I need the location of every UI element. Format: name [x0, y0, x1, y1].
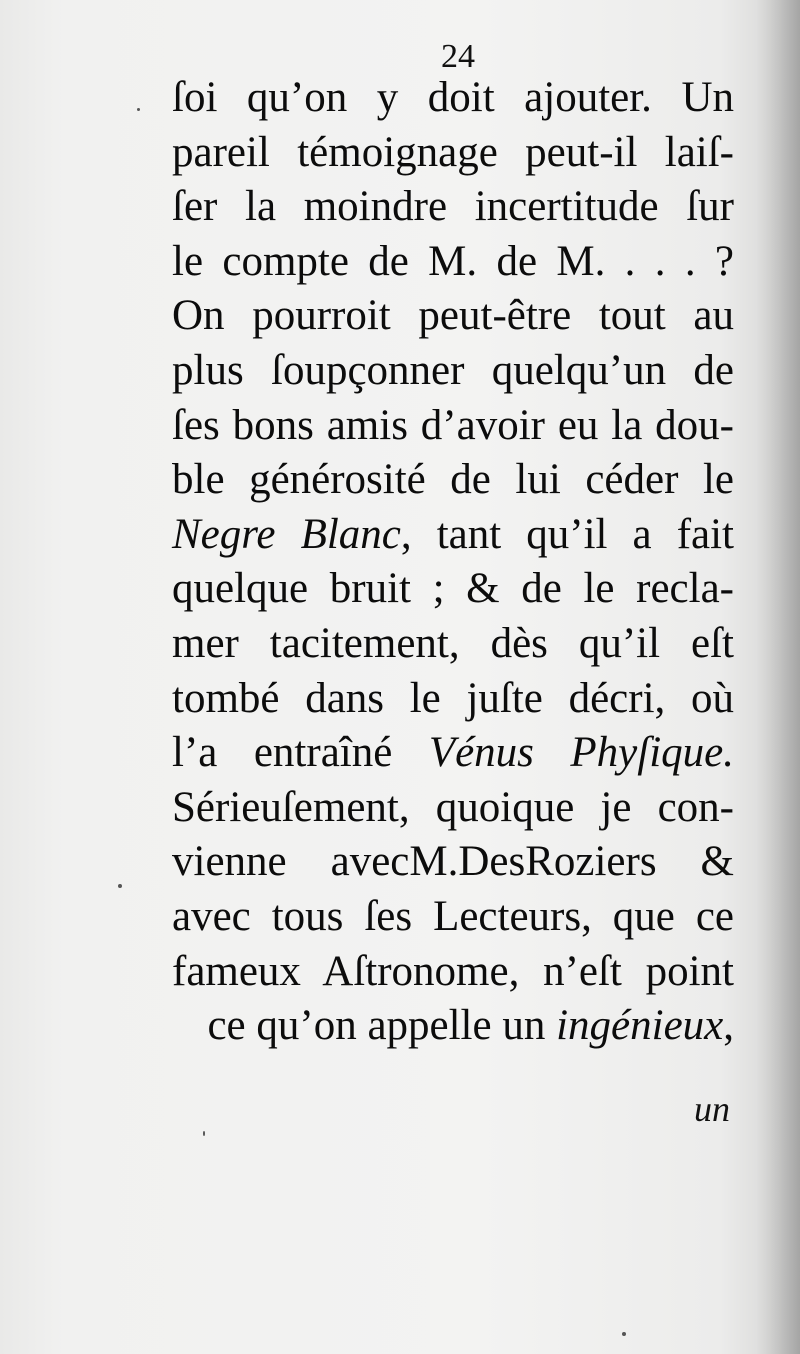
text-line	[172, 672, 734, 727]
text-line	[172, 235, 734, 290]
text-run: ſes bons amis d’avoir eu la dou-	[172, 401, 734, 449]
text-line	[172, 562, 734, 617]
text-run: pareil témoignage peut-il laiſ-	[172, 128, 734, 176]
text-run: mer tacitement, dès qu’il eſt	[172, 619, 734, 667]
italic-text: Negre Blanc	[172, 510, 401, 558]
text-run: tombé dans le juſte décri, où	[172, 674, 734, 722]
text-line	[172, 890, 734, 945]
ink-speck	[137, 108, 140, 111]
italic-text: Vénus Phyſique.	[428, 729, 734, 777]
text-line	[172, 617, 734, 672]
text-line	[172, 999, 734, 1054]
text-line	[172, 180, 734, 235]
ink-speck	[203, 1131, 205, 1136]
text-run: ce qu’on appelle un	[207, 1002, 557, 1050]
body-text	[172, 71, 734, 1054]
text-run: le compte de M. de M. . . . ?	[172, 237, 734, 285]
text-run: ſer la moindre incertitude ſur	[172, 183, 734, 231]
text-run: ,	[723, 1002, 734, 1050]
italic-text: ingénieux	[556, 1002, 724, 1050]
text-run: quelque bruit ; & de le recla-	[172, 565, 734, 613]
text-line	[172, 453, 734, 508]
ink-speck	[622, 1332, 626, 1336]
catchword: un	[694, 1089, 730, 1129]
text-run: plus ſoupçonner quelqu’un de	[172, 346, 734, 394]
text-run: ble générosité de lui céder le	[172, 456, 734, 504]
text-line	[172, 126, 734, 181]
text-line	[172, 71, 734, 126]
ink-speck	[118, 884, 122, 888]
gutter-shadow	[756, 0, 800, 1354]
text-line	[172, 289, 734, 344]
text-run: Sérieuſement, quoique je con-	[172, 783, 734, 831]
text-line	[172, 945, 734, 1000]
text-run: ſoi qu’on y doit ajouter. Un	[172, 74, 734, 121]
text-run: On pourroit peut-être tout au	[172, 292, 734, 340]
text-run: l’a entraîné	[172, 729, 429, 777]
text-line	[172, 726, 734, 781]
text-line	[172, 508, 734, 563]
page-number: 24	[441, 38, 475, 75]
text-line	[172, 344, 734, 399]
text-run: vienne avecM.DesRoziers &	[172, 838, 734, 886]
text-run: fameux Aſtronome, n’eſt point	[172, 947, 734, 995]
text-run: avec tous ſes Lecteurs, que ce	[172, 892, 734, 940]
text-line	[172, 399, 734, 454]
text-line	[172, 781, 734, 836]
text-run: , tant qu’il a fait	[400, 510, 735, 558]
text-line	[172, 835, 734, 890]
